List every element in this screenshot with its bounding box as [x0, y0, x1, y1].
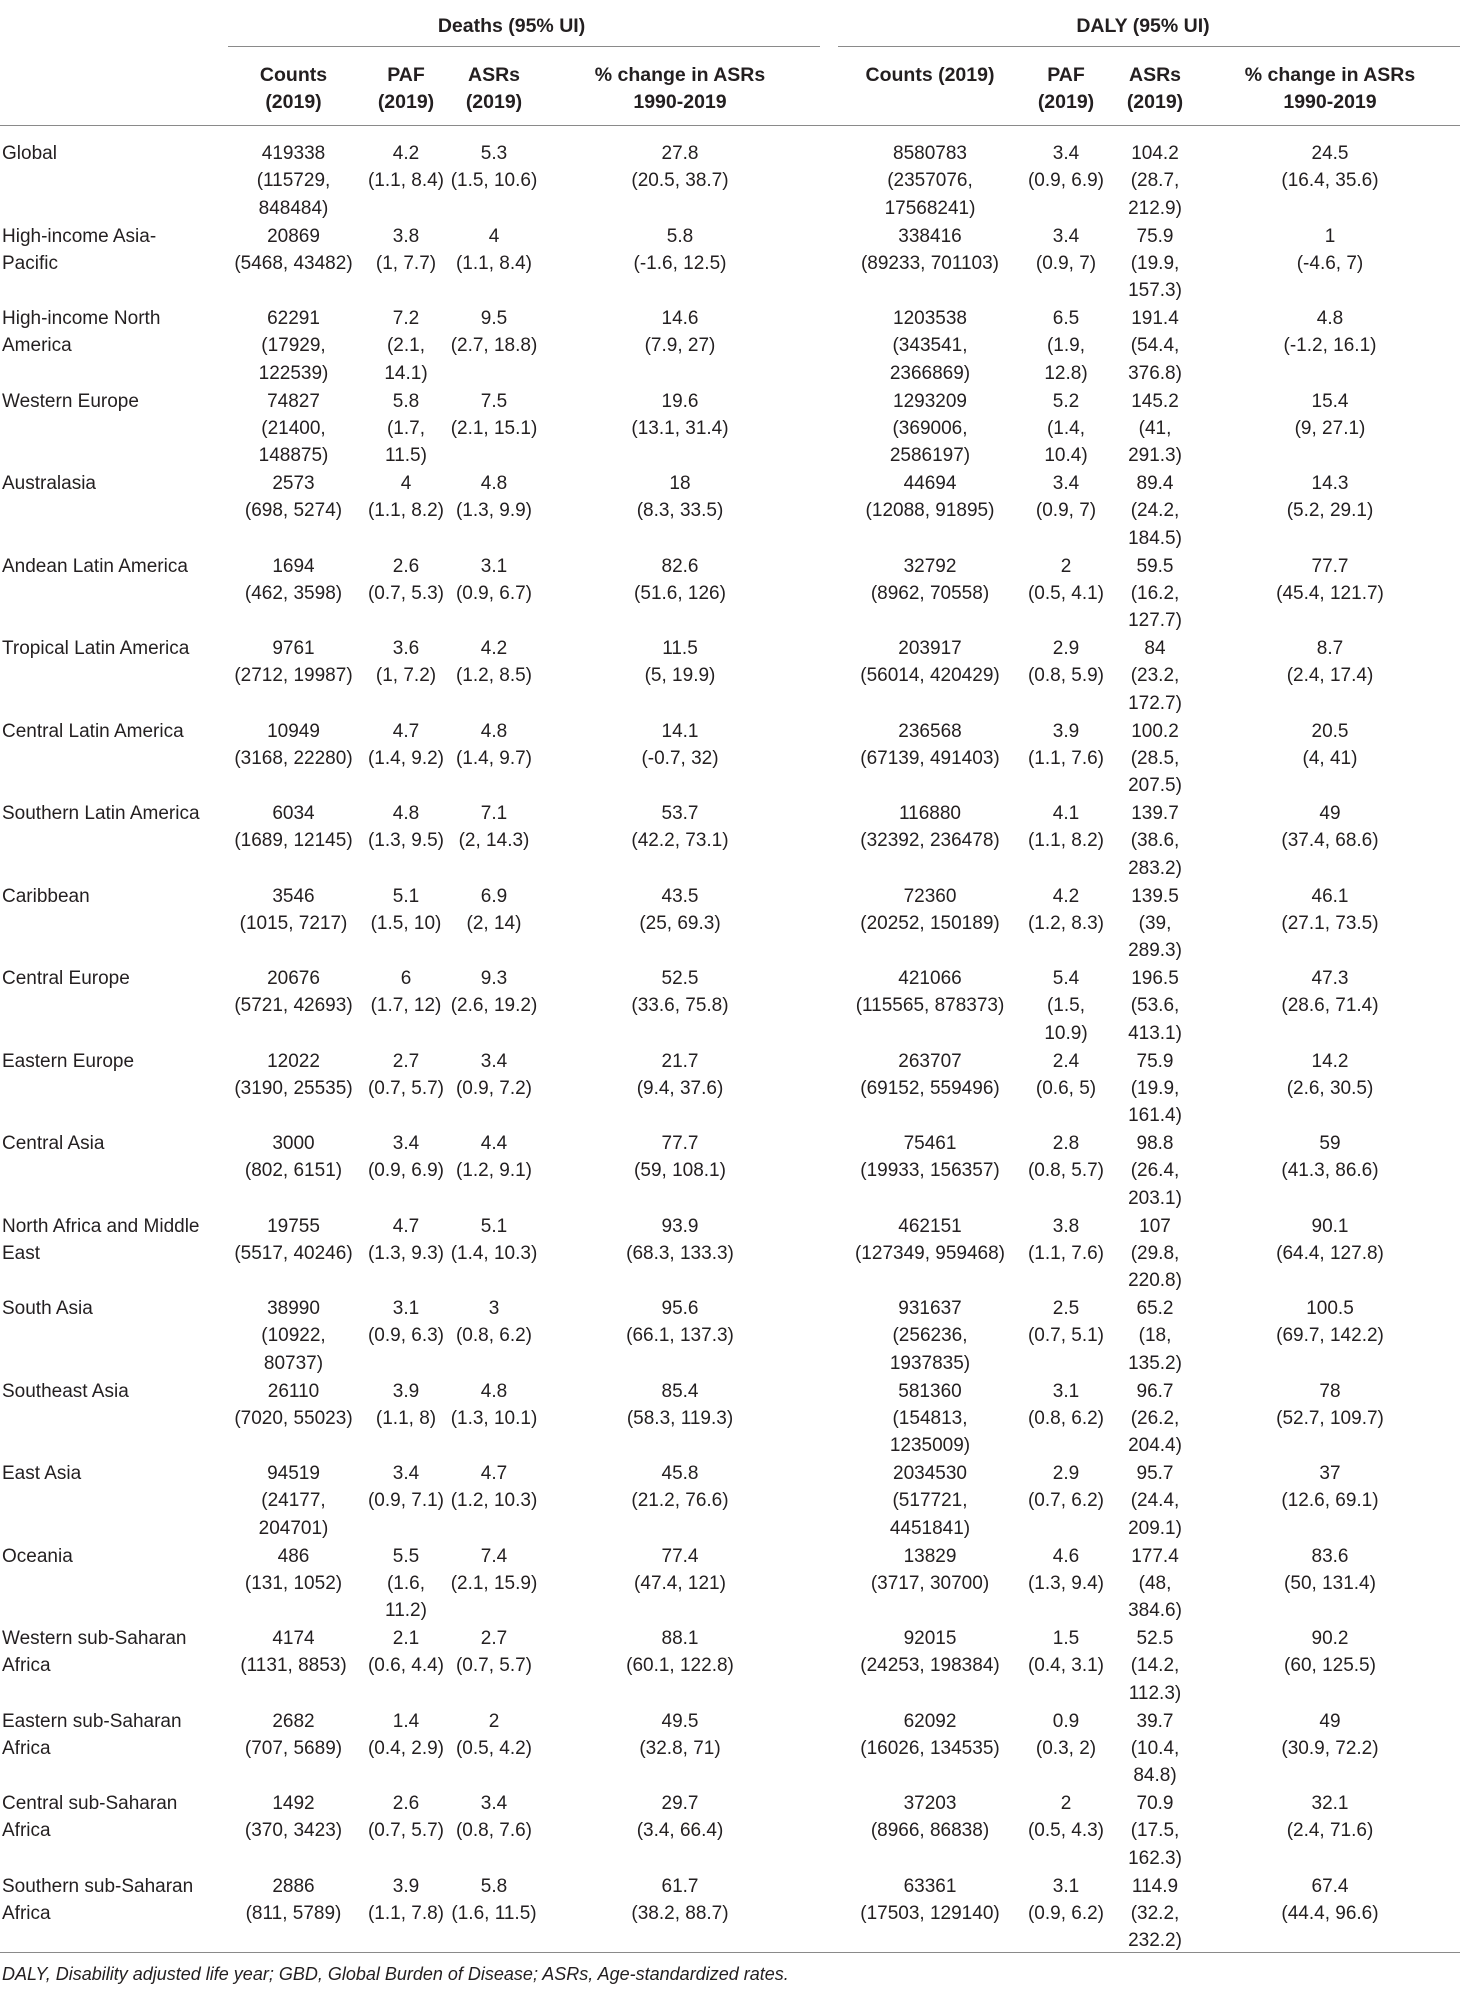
daly-asrs-cell: 84 (23.2, 172.7)	[1128, 638, 1182, 714]
deaths-asrs-cell: 4.2 (1.2, 8.5)	[455, 638, 533, 687]
daly-asrs-cell: 139.7 (38.6, 283.2)	[1128, 803, 1182, 879]
deaths-paf-cell: 4.7 (1.4, 9.2)	[367, 720, 445, 769]
deaths-asrs-cell: 4.8 (1.3, 10.1)	[450, 1380, 538, 1429]
daly-change-cell: 4.8 (-1.2, 16.1)	[1283, 308, 1377, 357]
col-header-deaths-counts: Counts (2019)	[259, 64, 328, 113]
daly-paf-cell: 2.9 (0.7, 6.2)	[1027, 1463, 1105, 1512]
daly-counts-cell: 581360 (154813, 1235009)	[889, 1380, 971, 1457]
daly-asrs-cell: 96.7 (26.2, 204.4)	[1128, 1380, 1182, 1457]
deaths-counts-cell: 3000 (802, 6151)	[244, 1133, 343, 1182]
daly-asrs-cell: 52.5 (14.2, 112.3)	[1128, 1628, 1182, 1704]
deaths-change-cell: 77.7 (59, 108.1)	[634, 1133, 726, 1182]
daly-asrs-cell: 75.9 (19.9, 157.3)	[1128, 225, 1182, 302]
deaths-asrs-cell: 4.7 (1.2, 10.3)	[450, 1463, 538, 1512]
deaths-counts-cell: 1492 (370, 3423)	[244, 1793, 343, 1842]
deaths-change-cell: 52.5 (33.6, 75.8)	[631, 968, 729, 1017]
daly-asrs-cell: 191.4 (54.4, 376.8)	[1128, 308, 1182, 384]
deaths-change-cell: 49.5 (32.8, 71)	[639, 1710, 721, 1759]
daly-counts-cell: 32792 (8962, 70558)	[870, 555, 990, 604]
table-footnote: DALY, Disability adjusted life year; GBD, Global Burden of Disease; ASRs, Age-standardized rates.	[2, 1964, 789, 1984]
deaths-change-cell: 53.7 (42.2, 73.1)	[631, 803, 729, 852]
deaths-group-rule	[228, 46, 820, 47]
deaths-paf-cell: 3.9 (1.1, 7.8)	[367, 1875, 445, 1924]
deaths-asrs-cell: 9.3 (2.6, 19.2)	[450, 968, 538, 1017]
deaths-counts-cell: 94519 (24177, 204701)	[258, 1463, 329, 1539]
daly-asrs-cell: 100.2 (28.5, 207.5)	[1128, 720, 1182, 797]
region-name-cell: High-income Asia- Pacific	[2, 225, 157, 274]
daly-asrs-cell: 145.2 (41, 291.3)	[1128, 390, 1182, 467]
region-name-cell: High-income North America	[2, 308, 161, 357]
deaths-change-cell: 61.7 (38.2, 88.7)	[631, 1875, 729, 1924]
daly-change-cell: 32.1 (2.4, 71.6)	[1286, 1793, 1374, 1842]
daly-change-cell: 59 (41.3, 86.6)	[1281, 1133, 1379, 1182]
col-header-daly-counts: Counts (2019)	[865, 64, 995, 86]
deaths-counts-cell: 26110 (7020, 55023)	[234, 1380, 353, 1429]
daly-change-cell: 77.7 (45.4, 121.7)	[1276, 555, 1384, 604]
daly-paf-cell: 4.1 (1.1, 8.2)	[1027, 803, 1105, 852]
daly-counts-cell: 62092 (16026, 134535)	[860, 1710, 1000, 1759]
deaths-paf-cell: 3.4 (0.9, 6.9)	[367, 1133, 445, 1182]
deaths-paf-cell: 3.6 (1, 7.2)	[375, 638, 437, 687]
region-name-cell: Andean Latin America	[2, 555, 188, 577]
deaths-asrs-cell: 4.8 (1.3, 9.9)	[455, 473, 533, 522]
daly-counts-cell: 63361 (17503, 129140)	[860, 1875, 1000, 1924]
deaths-paf-cell: 7.2 (2.1, 14.1)	[384, 308, 428, 384]
deaths-paf-cell: 3.9 (1.1, 8)	[375, 1380, 437, 1429]
deaths-change-cell: 43.5 (25, 69.3)	[639, 885, 721, 934]
daly-asrs-cell: 70.9 (17.5, 162.3)	[1128, 1793, 1182, 1869]
bottom-rule	[0, 1952, 1460, 1953]
deaths-counts-cell: 1694 (462, 3598)	[244, 555, 343, 604]
region-name-cell: Global	[2, 143, 57, 164]
daly-counts-cell: 2034530 (517721, 4451841)	[889, 1463, 971, 1539]
deaths-change-cell: 14.6 (7.9, 27)	[644, 308, 716, 357]
deaths-paf-cell: 2.1 (0.6, 4.4)	[367, 1628, 445, 1677]
daly-group-header: DALY (95% UI)	[1076, 15, 1210, 37]
daly-asrs-cell: 75.9 (19.9, 161.4)	[1128, 1050, 1182, 1127]
daly-change-cell: 8.7 (2.4, 17.4)	[1286, 638, 1374, 687]
daly-asrs-cell: 196.5 (53.6, 413.1)	[1128, 968, 1182, 1044]
daly-asrs-cell: 98.8 (26.4, 203.1)	[1128, 1133, 1182, 1209]
deaths-paf-cell: 5.1 (1.5, 10)	[370, 885, 442, 934]
col-header-deaths-paf: PAF (2019)	[377, 64, 435, 113]
daly-paf-cell: 6.5 (1.9, 12.8)	[1044, 308, 1088, 384]
daly-counts-cell: 203917 (56014, 420429)	[860, 638, 1000, 687]
region-name-cell: Eastern sub-Saharan Africa	[2, 1710, 182, 1759]
deaths-change-cell: 93.9 (68.3, 133.3)	[626, 1215, 734, 1264]
daly-change-cell: 14.2 (2.6, 30.5)	[1286, 1050, 1374, 1099]
deaths-counts-cell: 19755 (5517, 40246)	[234, 1215, 353, 1264]
daly-paf-cell: 3.8 (1.1, 7.6)	[1027, 1215, 1105, 1264]
deaths-counts-cell: 2886 (811, 5789)	[245, 1875, 342, 1924]
daly-change-cell: 20.5 (4, 41)	[1302, 720, 1358, 769]
daly-change-cell: 14.3 (5.2, 29.1)	[1286, 473, 1374, 522]
daly-counts-cell: 1293209 (369006, 2586197)	[889, 390, 971, 467]
deaths-paf-cell: 4.2 (1.1, 8.4)	[367, 143, 445, 192]
region-name-cell: East Asia	[2, 1463, 82, 1484]
deaths-change-cell: 77.4 (47.4, 121)	[634, 1545, 726, 1594]
daly-counts-cell: 8580783 (2357076, 17568241)	[884, 143, 976, 219]
deaths-asrs-cell: 7.4 (2.1, 15.9)	[450, 1545, 538, 1594]
daly-paf-cell: 2 (0.5, 4.3)	[1027, 1793, 1105, 1842]
region-name-cell: Central Latin America	[2, 720, 184, 742]
daly-change-cell: 49 (30.9, 72.2)	[1281, 1710, 1379, 1759]
daly-change-cell: 83.6 (50, 131.4)	[1284, 1545, 1376, 1594]
deaths-change-cell: 27.8 (20.5, 38.7)	[631, 143, 729, 192]
deaths-asrs-cell: 5.1 (1.4, 10.3)	[450, 1215, 538, 1264]
deaths-asrs-cell: 3.1 (0.9, 6.7)	[455, 555, 533, 604]
region-name-cell: Southeast Asia	[2, 1380, 129, 1402]
deaths-asrs-cell: 4.8 (1.4, 9.7)	[455, 720, 533, 769]
daly-change-cell: 67.4 (44.4, 96.6)	[1281, 1875, 1379, 1924]
daly-change-cell: 90.2 (60, 125.5)	[1284, 1628, 1376, 1677]
daly-paf-cell: 3.1 (0.9, 6.2)	[1027, 1875, 1105, 1924]
daly-paf-cell: 4.6 (1.3, 9.4)	[1027, 1545, 1105, 1594]
daly-asrs-cell: 139.5 (39, 289.3)	[1128, 885, 1182, 962]
region-name-cell: Tropical Latin America	[2, 638, 190, 659]
daly-asrs-cell: 39.7 (10.4, 84.8)	[1130, 1710, 1180, 1787]
deaths-asrs-cell: 3 (0.8, 6.2)	[455, 1298, 533, 1347]
daly-paf-cell: 4.2 (1.2, 8.3)	[1027, 885, 1105, 934]
daly-change-cell: 15.4 (9, 27.1)	[1294, 390, 1366, 439]
daly-asrs-cell: 104.2 (28.7, 212.9)	[1128, 143, 1182, 219]
region-name-cell: Central Europe	[2, 968, 130, 989]
daly-paf-cell: 5.2 (1.4, 10.4)	[1044, 390, 1088, 467]
deaths-counts-cell: 9761 (2712, 19987)	[234, 638, 353, 687]
deaths-paf-cell: 1.4 (0.4, 2.9)	[367, 1710, 445, 1759]
daly-change-cell: 100.5 (69.7, 142.2)	[1276, 1298, 1384, 1347]
region-name-cell: South Asia	[2, 1298, 93, 1319]
header-rule	[0, 125, 1460, 126]
deaths-asrs-cell: 4 (1.1, 8.4)	[455, 225, 533, 274]
daly-change-cell: 46.1 (27.1, 73.5)	[1281, 885, 1379, 934]
daly-paf-cell: 5.4 (1.5, 10.9)	[1044, 968, 1088, 1044]
deaths-asrs-cell: 3.4 (0.8, 7.6)	[455, 1793, 533, 1842]
col-header-daly-asrs: ASRs (2019)	[1126, 64, 1184, 113]
region-name-cell: Eastern Europe	[2, 1050, 135, 1072]
deaths-asrs-cell: 3.4 (0.9, 7.2)	[455, 1050, 533, 1099]
daly-paf-cell: 2.9 (0.8, 5.9)	[1027, 638, 1105, 687]
region-name-cell: Western Europe	[2, 390, 139, 412]
region-name-cell: Central sub-Saharan Africa	[2, 1793, 178, 1842]
daly-paf-cell: 3.4 (0.9, 7)	[1035, 225, 1097, 274]
deaths-counts-cell: 4174 (1131, 8853)	[240, 1628, 347, 1677]
deaths-change-cell: 11.5 (5, 19.9)	[644, 638, 716, 687]
deaths-paf-cell: 2.6 (0.7, 5.3)	[367, 555, 445, 604]
deaths-group-header: Deaths (95% UI)	[437, 15, 586, 37]
deaths-change-cell: 95.6 (66.1, 137.3)	[626, 1298, 734, 1347]
daly-group-rule	[838, 46, 1460, 47]
deaths-counts-cell: 20869 (5468, 43482)	[234, 225, 353, 274]
deaths-paf-cell: 6 (1.7, 12)	[370, 968, 442, 1017]
region-name-cell: North Africa and Middle East	[2, 1215, 200, 1264]
daly-counts-cell: 44694 (12088, 91895)	[865, 473, 995, 522]
daly-change-cell: 47.3 (28.6, 71.4)	[1281, 968, 1379, 1017]
deaths-counts-cell: 62291 (17929, 122539)	[258, 308, 329, 384]
deaths-paf-cell: 2.7 (0.7, 5.7)	[367, 1050, 445, 1099]
daly-asrs-cell: 114.9 (32.2, 232.2)	[1128, 1875, 1182, 1952]
daly-paf-cell: 2.4 (0.6, 5)	[1035, 1050, 1097, 1099]
deaths-change-cell: 45.8 (21.2, 76.6)	[631, 1463, 729, 1512]
deaths-paf-cell: 5.8 (1.7, 11.5)	[385, 390, 427, 467]
daly-counts-cell: 72360 (20252, 150189)	[860, 885, 1000, 934]
deaths-asrs-cell: 7.5 (2.1, 15.1)	[450, 390, 538, 439]
deaths-change-cell: 82.6 (51.6, 126)	[634, 555, 726, 604]
daly-counts-cell: 421066 (115565, 878373)	[855, 968, 1005, 1017]
deaths-change-cell: 29.7 (3.4, 66.4)	[636, 1793, 724, 1842]
region-name-cell: Australasia	[2, 473, 96, 494]
deaths-paf-cell: 3.8 (1, 7.7)	[375, 225, 437, 274]
daly-asrs-cell: 89.4 (24.2, 184.5)	[1128, 473, 1182, 549]
col-header-deaths-change: % change in ASRs 1990-2019	[594, 64, 766, 113]
daly-counts-cell: 13829 (3717, 30700)	[870, 1545, 990, 1594]
col-header-daly-paf: PAF (2019)	[1037, 64, 1095, 113]
daly-counts-cell: 116880 (32392, 236478)	[860, 803, 1000, 852]
deaths-paf-cell: 4 (1.1, 8.2)	[367, 473, 445, 522]
deaths-asrs-cell: 5.8 (1.6, 11.5)	[451, 1875, 537, 1924]
daly-paf-cell: 3.9 (1.1, 7.6)	[1027, 720, 1105, 769]
daly-paf-cell: 3.4 (0.9, 6.9)	[1027, 143, 1105, 192]
deaths-paf-cell: 3.1 (0.9, 6.3)	[367, 1298, 445, 1347]
deaths-counts-cell: 419338 (115729, 848484)	[256, 143, 331, 219]
region-name-cell: Oceania	[2, 1545, 73, 1567]
daly-paf-cell: 2.5 (0.7, 5.1)	[1027, 1298, 1105, 1347]
deaths-asrs-cell: 4.4 (1.2, 9.1)	[455, 1133, 533, 1182]
deaths-paf-cell: 3.4 (0.9, 7.1)	[367, 1463, 445, 1512]
daly-counts-cell: 338416 (89233, 701103)	[860, 225, 1000, 274]
deaths-asrs-cell: 2.7 (0.7, 5.7)	[455, 1628, 533, 1677]
daly-paf-cell: 2.8 (0.8, 5.7)	[1027, 1133, 1105, 1182]
daly-counts-cell: 92015 (24253, 198384)	[860, 1628, 1000, 1677]
deaths-counts-cell: 20676 (5721, 42693)	[234, 968, 353, 1017]
daly-change-cell: 37 (12.6, 69.1)	[1281, 1463, 1379, 1512]
daly-paf-cell: 3.4 (0.9, 7)	[1035, 473, 1097, 522]
daly-asrs-cell: 95.7 (24.4, 209.1)	[1128, 1463, 1182, 1539]
deaths-change-cell: 88.1 (60.1, 122.8)	[626, 1628, 734, 1677]
deaths-paf-cell: 2.6 (0.7, 5.7)	[367, 1793, 445, 1842]
deaths-paf-cell: 5.5 (1.6, 11.2)	[385, 1545, 427, 1622]
col-header-daly-change: % change in ASRs 1990-2019	[1244, 64, 1416, 113]
deaths-paf-cell: 4.8 (1.3, 9.5)	[367, 803, 445, 852]
daly-asrs-cell: 177.4 (48, 384.6)	[1128, 1545, 1182, 1622]
col-header-deaths-asrs: ASRs (2019)	[465, 64, 523, 113]
daly-counts-cell: 37203 (8966, 86838)	[870, 1793, 990, 1842]
daly-paf-cell: 3.1 (0.8, 6.2)	[1027, 1380, 1105, 1429]
daly-counts-cell: 75461 (19933, 156357)	[860, 1133, 1000, 1182]
deaths-counts-cell: 38990 (10922, 80737)	[261, 1298, 326, 1374]
daly-counts-cell: 1203538 (343541, 2366869)	[889, 308, 971, 384]
daly-counts-cell: 263707 (69152, 559496)	[860, 1050, 1000, 1099]
deaths-asrs-cell: 5.3 (1.5, 10.6)	[450, 143, 538, 192]
region-name-cell: Southern Latin America	[2, 803, 200, 824]
deaths-change-cell: 14.1 (-0.7, 32)	[641, 720, 719, 769]
deaths-asrs-cell: 2 (0.5, 4.2)	[455, 1710, 533, 1759]
deaths-counts-cell: 6034 (1689, 12145)	[234, 803, 353, 852]
daly-counts-cell: 931637 (256236, 1937835)	[889, 1298, 971, 1374]
deaths-change-cell: 19.6 (13.1, 31.4)	[631, 390, 729, 439]
deaths-counts-cell: 2682 (707, 5689)	[244, 1710, 343, 1759]
daly-change-cell: 49 (37.4, 68.6)	[1281, 803, 1379, 852]
daly-change-cell: 78 (52.7, 109.7)	[1276, 1380, 1384, 1429]
deaths-counts-cell: 486 (131, 1052)	[244, 1545, 343, 1594]
daly-counts-cell: 236568 (67139, 491403)	[860, 720, 1000, 769]
deaths-asrs-cell: 7.1 (2, 14.3)	[458, 803, 530, 852]
daly-paf-cell: 0.9 (0.3, 2)	[1035, 1710, 1097, 1759]
deaths-asrs-cell: 6.9 (2, 14)	[466, 885, 522, 934]
daly-change-cell: 1 (-4.6, 7)	[1296, 225, 1364, 274]
daly-asrs-cell: 59.5 (16.2, 127.7)	[1128, 555, 1182, 632]
deaths-change-cell: 18 (8.3, 33.5)	[636, 473, 724, 522]
deaths-change-cell: 5.8 (-1.6, 12.5)	[633, 225, 727, 274]
daly-asrs-cell: 65.2 (18, 135.2)	[1128, 1298, 1182, 1374]
deaths-counts-cell: 3546 (1015, 7217)	[239, 885, 348, 934]
region-name-cell: Western sub-Saharan Africa	[2, 1628, 187, 1677]
daly-change-cell: 24.5 (16.4, 35.6)	[1281, 143, 1379, 192]
daly-change-cell: 90.1 (64.4, 127.8)	[1276, 1215, 1384, 1264]
daly-paf-cell: 1.5 (0.4, 3.1)	[1027, 1628, 1105, 1677]
deaths-counts-cell: 2573 (698, 5274)	[244, 473, 343, 522]
deaths-asrs-cell: 9.5 (2.7, 18.8)	[450, 308, 538, 357]
deaths-change-cell: 85.4 (58.3, 119.3)	[626, 1380, 734, 1429]
deaths-counts-cell: 12022 (3190, 25535)	[234, 1050, 353, 1099]
daly-counts-cell: 462151 (127349, 959468)	[854, 1215, 1005, 1264]
region-name-cell: Caribbean	[2, 885, 90, 907]
deaths-counts-cell: 74827 (21400, 148875)	[258, 390, 329, 467]
deaths-change-cell: 21.7 (9.4, 37.6)	[636, 1050, 724, 1099]
daly-asrs-cell: 107 (29.8, 220.8)	[1128, 1215, 1182, 1292]
daly-paf-cell: 2 (0.5, 4.1)	[1027, 555, 1105, 604]
region-name-cell: Central Asia	[2, 1133, 105, 1154]
region-name-cell: Southern sub-Saharan Africa	[2, 1875, 194, 1924]
deaths-paf-cell: 4.7 (1.3, 9.3)	[367, 1215, 445, 1264]
deaths-counts-cell: 10949 (3168, 22280)	[234, 720, 353, 769]
